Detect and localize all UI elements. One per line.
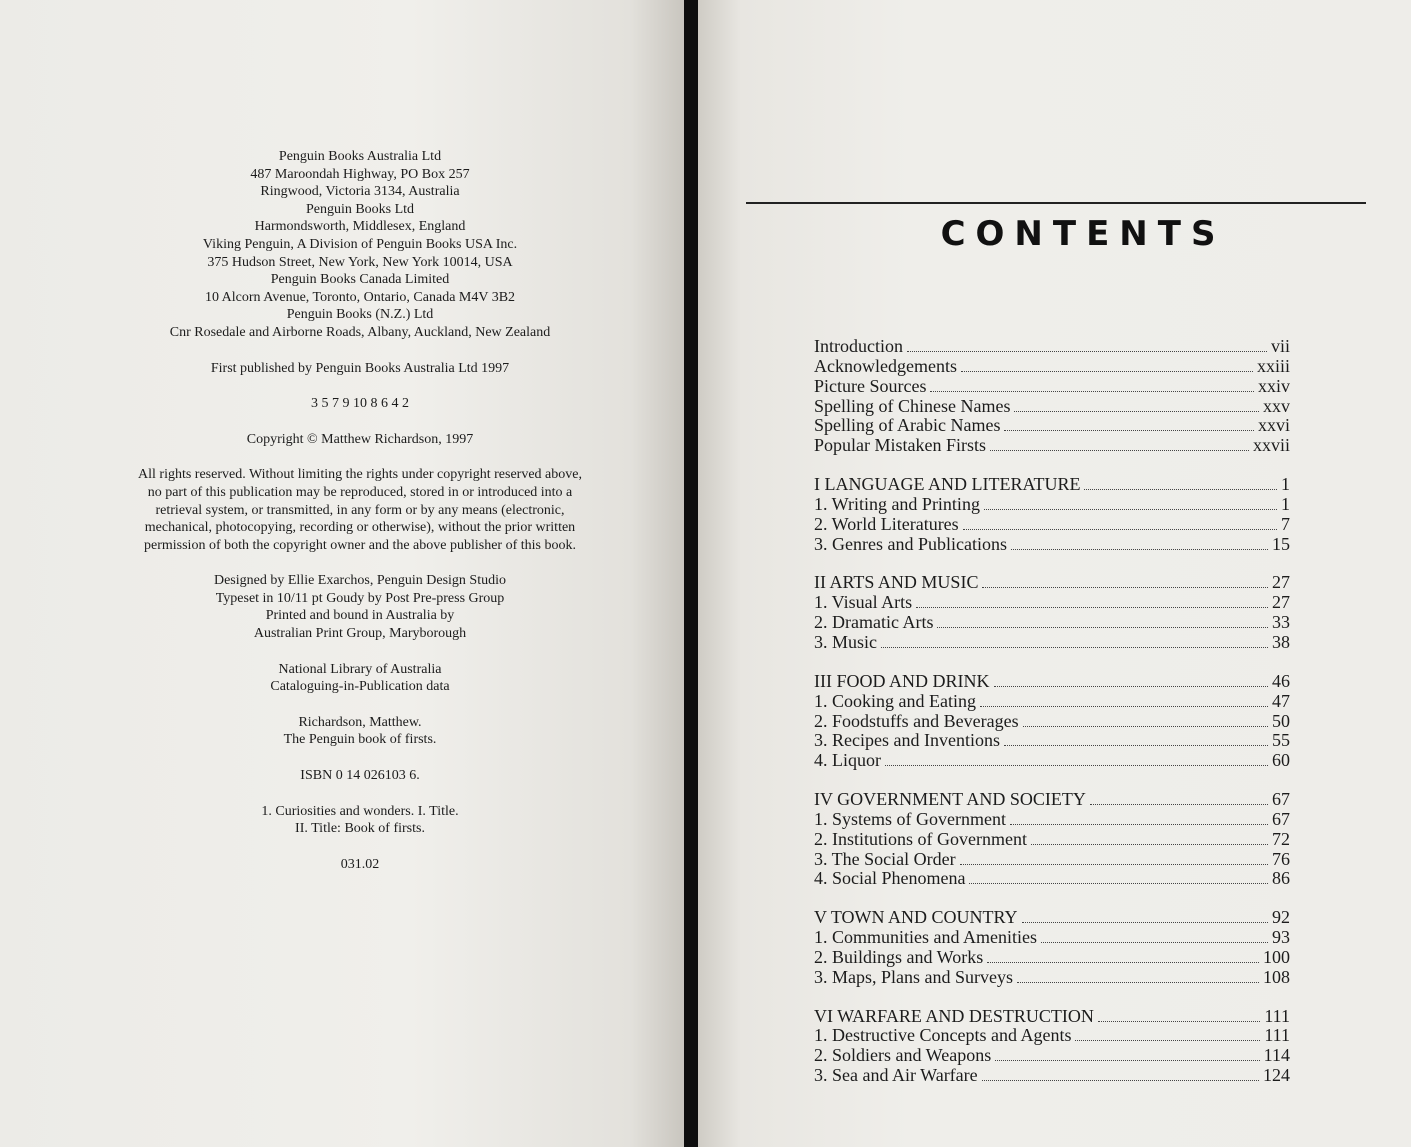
toc-entry-title: Introduction [814, 336, 903, 356]
publishers-list [110, 148, 610, 342]
toc-page-number: 15 [1272, 533, 1290, 554]
table-of-contents [814, 337, 1290, 1086]
toc-page-number: 1 [1281, 474, 1290, 495]
toc-page-number: 1 [1281, 493, 1290, 514]
toc-entry-title: 3. Sea and Air Warfare [814, 1065, 978, 1086]
toc-leader-dots [881, 646, 1268, 648]
subject-line: 1. Curiosities and wonders. I. Title. [261, 803, 459, 819]
publisher-line: Harmondsworth, Middlesex, England [254, 219, 466, 235]
toc-page-number: 67 [1272, 808, 1290, 829]
rights-line: no part of this publication may be reproduced, stored in or introduced into a [147, 484, 573, 500]
toc-page-number: xxiv [1257, 375, 1290, 396]
toc-entry-title: 2. Institutions of Government [814, 828, 1027, 849]
toc-section [814, 908, 1290, 987]
design-line: Typeset in 10/11 pt Goudy by Post Pre-press Group [215, 590, 505, 606]
toc-leader-dots [1075, 1039, 1260, 1041]
isbn: ISBN 0 14 026103 6. [300, 768, 420, 784]
toc-entry [814, 593, 1290, 613]
toc-entry-title: III FOOD AND DRINK [814, 670, 990, 691]
rights-line: mechanical, photocopying, recording or otherwise), without the prior written [144, 520, 576, 536]
toc-leader-dots [937, 626, 1268, 628]
toc-page-number: 47 [1272, 690, 1290, 711]
toc-leader-dots [1010, 823, 1268, 825]
design-line: Australian Print Group, Maryborough [253, 626, 467, 642]
toc-page-number: xxvi [1257, 415, 1290, 436]
toc-page-number: 27 [1272, 592, 1290, 613]
publisher-line: Penguin Books Canada Limited [270, 272, 450, 288]
toc-entry-title: Spelling of Arabic Names [814, 415, 1001, 436]
toc-entry [814, 495, 1290, 515]
toc-page-number: xxv [1263, 395, 1290, 416]
toc-leader-dots [1098, 1020, 1260, 1022]
toc-entry [814, 436, 1290, 456]
toc-entry-title: 3. Genres and Publications [814, 533, 1007, 554]
design-line: Printed and bound in Australia by [265, 608, 455, 624]
toc-entry-title: 2. Buildings and Works [814, 946, 984, 967]
left-page-imprint [0, 0, 684, 1147]
toc-entry [814, 712, 1290, 732]
toc-section [814, 337, 1290, 456]
classification-number: 031.02 [340, 856, 380, 872]
author-line: Richardson, Matthew. [298, 714, 422, 730]
contents-heading: CONTENTS [940, 214, 1226, 254]
toc-leader-dots [1023, 725, 1268, 727]
toc-entry [814, 908, 1290, 928]
toc-page-number: 124 [1263, 1065, 1290, 1086]
top-rule [746, 202, 1366, 204]
toc-section [814, 790, 1290, 889]
printing-line: 3 5 7 9 10 8 6 4 2 [311, 396, 409, 412]
toc-entry-title: Spelling of Chinese Names [814, 395, 1011, 416]
toc-page-number: 114 [1263, 1045, 1290, 1066]
cip-line: Cataloguing-in-Publication data [270, 679, 450, 695]
toc-entry-title: 3. Maps, Plans and Surveys [814, 966, 1013, 987]
toc-entry [814, 672, 1290, 692]
toc-page-number: 76 [1272, 848, 1290, 869]
toc-leader-dots [980, 705, 1268, 707]
toc-page-number: 60 [1272, 750, 1290, 771]
subject-line: II. Title: Book of firsts. [295, 821, 425, 837]
toc-leader-dots [963, 528, 1277, 530]
toc-entry [814, 692, 1290, 712]
rights-line: retrieval system, or transmitted, in any form or by any means (electronic, [155, 502, 565, 518]
imprint-block [110, 148, 610, 873]
toc-entry-title: 1. Cooking and Eating [814, 690, 976, 711]
copyright-notice: Copyright © Matthew Richardson, 1997 [246, 431, 474, 447]
toc-entry-title: 1. Destructive Concepts and Agents [814, 1025, 1072, 1046]
toc-page-number: 50 [1272, 710, 1290, 731]
toc-entry [814, 850, 1290, 870]
toc-leader-dots [994, 685, 1269, 687]
toc-leader-dots [982, 586, 1268, 588]
rights-line: All rights reserved. Without limiting the rights under copyright reserved above, [138, 467, 582, 483]
toc-page-number: 7 [1281, 513, 1290, 534]
toc-page-number: xxvii [1252, 435, 1290, 456]
toc-entry-title: IV GOVERNMENT AND SOCIETY [814, 789, 1086, 810]
toc-entry [814, 869, 1290, 889]
toc-leader-dots [1004, 744, 1268, 746]
publisher-line: Penguin Books (N.Z.) Ltd [286, 307, 434, 323]
toc-entry-title: Popular Mistaken Firsts [814, 435, 987, 456]
toc-entry [814, 613, 1290, 633]
toc-leader-dots [1031, 843, 1268, 845]
publisher-line: Viking Penguin, A Division of Penguin Books USA Inc. [202, 236, 518, 252]
toc-entry-title: V TOWN AND COUNTRY [814, 907, 1018, 928]
toc-entry [814, 790, 1290, 810]
toc-entry-title: 2. Foodstuffs and Beverages [814, 710, 1019, 731]
toc-section [814, 672, 1290, 771]
toc-leader-dots [1014, 410, 1259, 412]
toc-leader-dots [1011, 548, 1268, 550]
toc-page-number: vii [1270, 336, 1290, 356]
toc-leader-dots [1041, 941, 1268, 943]
toc-section [814, 573, 1290, 652]
toc-entry-title: 1. Communities and Amenities [814, 927, 1037, 948]
toc-leader-dots [907, 350, 1267, 352]
cip-heading [110, 661, 610, 696]
toc-entry [814, 573, 1290, 593]
toc-leader-dots [1084, 488, 1277, 490]
toc-leader-dots [960, 863, 1268, 865]
toc-entry-title: 2. Dramatic Arts [814, 612, 934, 633]
toc-entry-title: 1. Visual Arts [814, 592, 913, 613]
toc-leader-dots [990, 449, 1249, 451]
rights-line: permission of both the copyright owner and the above publisher of this book. [144, 537, 576, 553]
toc-entry [814, 731, 1290, 751]
publisher-line: 10 Alcorn Avenue, Toronto, Ontario, Canada M4V 3B2 [204, 289, 516, 305]
toc-entry [814, 830, 1290, 850]
toc-page-number: 72 [1272, 828, 1290, 849]
toc-leader-dots [969, 882, 1268, 884]
toc-entry-title: 1. Writing and Printing [814, 493, 980, 514]
toc-leader-dots [930, 390, 1254, 392]
toc-entry-title: I LANGUAGE AND LITERATURE [814, 474, 1081, 495]
toc-page-number: 27 [1272, 572, 1290, 593]
toc-entry-title: 4. Social Phenomena [814, 868, 966, 889]
toc-section [814, 475, 1290, 554]
publisher-line: 487 Maroondah Highway, PO Box 257 [250, 166, 470, 182]
design-credits [110, 572, 610, 642]
toc-entry-title: 3. Recipes and Inventions [814, 730, 1000, 751]
toc-leader-dots [916, 606, 1268, 608]
toc-entry-title: Picture Sources [814, 375, 927, 396]
toc-entry [814, 948, 1290, 968]
toc-page-number: 55 [1272, 730, 1290, 751]
cip-line: National Library of Australia [278, 661, 442, 677]
toc-page-number: 93 [1272, 927, 1290, 948]
toc-page-number: xxiii [1256, 355, 1290, 376]
toc-entry-title: 2. Soldiers and Weapons [814, 1045, 992, 1066]
right-page-contents [698, 0, 1411, 1147]
toc-entry-title: VI WARFARE AND DESTRUCTION [814, 1005, 1094, 1026]
toc-entry [814, 397, 1290, 417]
toc-entry [814, 377, 1290, 397]
toc-leader-dots [961, 370, 1253, 372]
publisher-line: Cnr Rosedale and Airborne Roads, Albany, Auckland, New Zealand [169, 324, 551, 340]
toc-page-number: 38 [1272, 631, 1290, 652]
author-title [110, 714, 610, 749]
toc-entry [814, 337, 1290, 357]
toc-page-number: 46 [1272, 670, 1290, 691]
toc-leader-dots [1090, 803, 1268, 805]
toc-entry-title: 3. Music [814, 631, 877, 652]
title-line: The Penguin book of firsts. [283, 732, 437, 748]
toc-entry [814, 928, 1290, 948]
toc-entry-title: Acknowledgements [814, 355, 957, 376]
toc-entry [814, 1026, 1290, 1046]
toc-entry [814, 810, 1290, 830]
toc-entry [814, 515, 1290, 535]
toc-page-number: 92 [1272, 907, 1290, 928]
toc-page-number: 33 [1272, 612, 1290, 633]
toc-entry-title: 1. Systems of Government [814, 808, 1006, 829]
toc-leader-dots [1017, 981, 1259, 983]
toc-page-number: 86 [1272, 868, 1290, 889]
toc-entry-title: II ARTS AND MUSIC [814, 572, 979, 593]
toc-page-number: 111 [1264, 1025, 1290, 1046]
first-published: First published by Penguin Books Australia Ltd 1997 [210, 360, 510, 376]
rights-statement [110, 466, 610, 554]
publisher-line: 375 Hudson Street, New York, New York 10014, USA [207, 254, 513, 270]
toc-entry [814, 968, 1290, 988]
toc-leader-dots [995, 1059, 1259, 1061]
toc-leader-dots [982, 1079, 1259, 1081]
design-line: Designed by Ellie Exarchos, Penguin Design Studio [213, 573, 507, 589]
toc-entry-title: 2. World Literatures [814, 513, 959, 534]
publisher-line: Penguin Books Australia Ltd [278, 149, 442, 164]
toc-entry [814, 1066, 1290, 1086]
toc-page-number: 111 [1264, 1005, 1290, 1026]
toc-leader-dots [885, 764, 1268, 766]
toc-leader-dots [987, 961, 1259, 963]
book-gutter [684, 0, 698, 1147]
toc-entry-title: 3. The Social Order [814, 848, 956, 869]
toc-entry-title: 4. Liquor [814, 750, 881, 771]
subjects [110, 803, 610, 838]
toc-entry [814, 751, 1290, 771]
toc-page-number: 108 [1263, 966, 1290, 987]
toc-section [814, 1007, 1290, 1086]
toc-entry [814, 416, 1290, 436]
toc-entry [814, 475, 1290, 495]
toc-leader-dots [1022, 921, 1268, 923]
toc-entry [814, 1007, 1290, 1027]
publisher-line: Penguin Books Ltd [305, 201, 415, 217]
toc-entry [814, 633, 1290, 653]
toc-leader-dots [984, 508, 1277, 510]
publisher-line: Ringwood, Victoria 3134, Australia [260, 184, 460, 200]
toc-leader-dots [1004, 429, 1254, 431]
toc-entry [814, 357, 1290, 377]
toc-entry [814, 535, 1290, 555]
toc-page-number: 67 [1272, 789, 1290, 810]
toc-entry [814, 1046, 1290, 1066]
toc-page-number: 100 [1263, 946, 1290, 967]
